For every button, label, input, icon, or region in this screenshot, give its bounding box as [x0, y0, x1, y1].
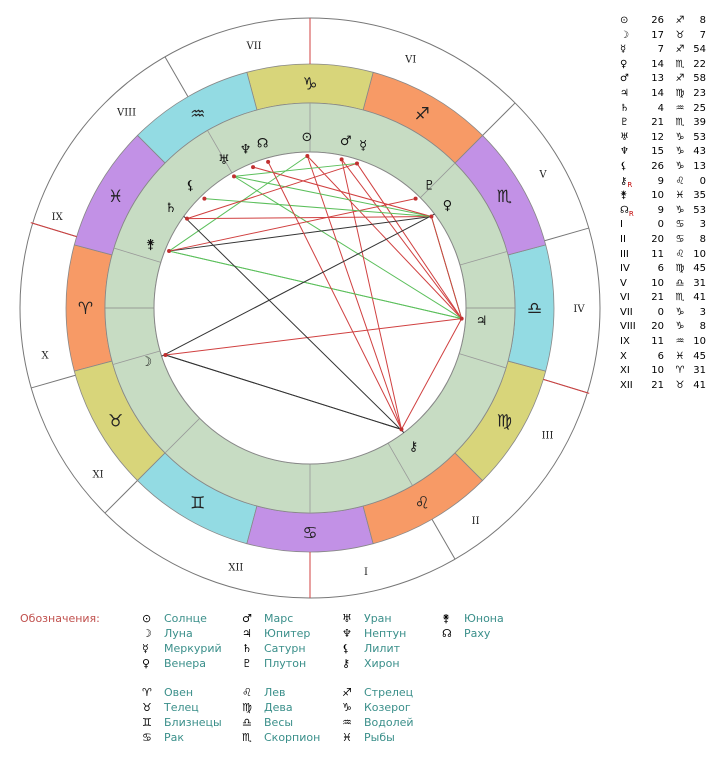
legend-item	[342, 731, 395, 744]
legend-name: Стрелец	[364, 686, 414, 699]
legend-item	[242, 612, 293, 625]
legend-glyph: ♏	[242, 731, 252, 744]
sign-glyph: ♊	[190, 493, 206, 514]
row-label: I	[620, 219, 623, 231]
row-sign: ♑	[675, 204, 685, 216]
legend-item	[342, 657, 400, 670]
row-degree: 11	[651, 248, 664, 260]
legend-glyph: ♌	[242, 686, 252, 699]
row-degree: 21	[651, 117, 664, 129]
sign-glyph: ♉	[107, 411, 124, 432]
row-degree: 7	[657, 44, 664, 56]
table-row	[620, 379, 720, 394]
row-label: ♀	[620, 58, 628, 70]
row-degree: 15	[651, 146, 664, 158]
row-label: ♆	[620, 146, 629, 158]
row-minutes: 25	[693, 102, 706, 114]
sign-glyph: ♓	[107, 186, 124, 207]
legend-glyph: ♑	[342, 701, 352, 714]
legend-item	[242, 731, 320, 744]
planet-dot	[251, 165, 255, 169]
sign-glyph: ♏	[496, 186, 513, 207]
table-row	[620, 131, 720, 146]
row-sign: ♑	[675, 146, 685, 158]
legend-name: Водолей	[364, 716, 414, 729]
legend-name: Дева	[264, 701, 293, 714]
legend-name: Скорпион	[264, 731, 321, 744]
row-sign: ♑	[675, 160, 685, 172]
table-row	[620, 218, 720, 233]
row-degree: 12	[651, 131, 664, 143]
planet-dot	[460, 317, 464, 321]
table-row	[620, 116, 720, 131]
row-degree: 21	[651, 292, 664, 304]
sign-glyph: ♈	[77, 299, 94, 319]
legend-glyph: ⚸	[342, 642, 351, 655]
planet-glyph: ☽	[140, 355, 153, 371]
row-minutes: 31	[693, 365, 706, 377]
table-row	[620, 248, 720, 263]
planet-glyph: ♀	[442, 198, 453, 214]
row-degree: 0	[657, 306, 664, 318]
legend-glyph: ♅	[342, 612, 352, 625]
legend-item	[342, 686, 413, 699]
row-label: ⚵	[620, 190, 628, 202]
sign-glyph: ♋	[302, 523, 318, 544]
legend-glyph: ♓	[342, 731, 352, 744]
row-sign: ♌	[675, 175, 685, 187]
legend-item	[142, 686, 193, 699]
row-label: III	[620, 248, 629, 260]
legend-glyph: ♊	[142, 716, 152, 729]
row-label: $⚷_R$	[620, 175, 633, 189]
row-degree: 13	[651, 73, 664, 85]
row-label: ♇	[620, 117, 629, 129]
legend-item	[442, 612, 504, 625]
planet-glyph: ⊙	[301, 130, 313, 146]
row-sign: ♋	[675, 219, 685, 231]
legend-title: Обозначения:	[20, 612, 100, 625]
legend-glyph: ♀	[142, 657, 151, 670]
table-row	[620, 145, 720, 160]
legend-name: Меркурий	[164, 642, 222, 655]
planet-dot	[305, 154, 309, 158]
row-label: ☿	[620, 44, 627, 56]
legend-name: Козерог	[364, 701, 411, 714]
retrograde-mark: R	[627, 180, 633, 189]
legend-name: Рыбы	[364, 731, 395, 744]
row-sign: ♐	[675, 15, 685, 26]
row-label: ♄	[620, 102, 629, 114]
row-sign: ♏	[675, 58, 685, 70]
table-row	[620, 29, 720, 44]
table-row	[620, 87, 720, 102]
row-label: V	[620, 277, 627, 289]
planet-dot	[355, 161, 359, 165]
legend-item	[142, 612, 207, 625]
row-minutes: 54	[693, 44, 706, 56]
legend-name: Венера	[164, 657, 206, 670]
row-minutes: 10	[693, 248, 706, 260]
sign-glyph: ♐	[414, 104, 430, 125]
table-row	[620, 189, 720, 204]
legend-item	[142, 627, 193, 640]
row-sign: ♌	[675, 248, 685, 260]
legend-name: Юнона	[464, 612, 504, 625]
legend-item	[342, 612, 392, 625]
row-sign: ♐	[675, 73, 685, 85]
legend-name: Хирон	[364, 657, 400, 670]
row-label: XII	[620, 379, 633, 391]
row-degree: 20	[651, 321, 664, 333]
row-degree: 4	[657, 102, 664, 114]
row-degree: 20	[651, 233, 664, 245]
planet-glyph: ⚵	[145, 237, 156, 253]
row-sign: ♑	[675, 306, 685, 318]
row-sign: ♏	[675, 117, 685, 129]
legend-item	[342, 716, 414, 729]
legend-name: Раху	[464, 627, 491, 640]
legend-glyph: ♂	[242, 612, 252, 625]
planet-dot	[163, 353, 167, 357]
row-label: IV	[620, 263, 630, 275]
legend-glyph: ♇	[242, 657, 252, 670]
row-degree: 10	[651, 365, 664, 377]
row-minutes: 8	[699, 321, 706, 333]
row-label: II	[620, 233, 626, 245]
row-minutes: 53	[693, 131, 706, 143]
row-label: VIII	[620, 321, 636, 333]
legend-glyph: ☿	[142, 642, 149, 655]
house-label: VI	[405, 54, 417, 66]
house-label: III	[541, 430, 554, 442]
row-minutes: 45	[693, 350, 706, 362]
row-degree: 9	[657, 175, 664, 187]
row-minutes: 0	[699, 175, 706, 187]
legend-item	[142, 731, 184, 744]
row-sign: ♍	[675, 263, 685, 275]
legend-name: Весы	[264, 716, 294, 729]
row-degree: 0	[657, 219, 664, 231]
row-label: ☽	[620, 29, 629, 41]
row-label: VII	[620, 306, 633, 318]
planet-glyph: ⚸	[185, 178, 196, 194]
planet-dot	[414, 197, 418, 201]
house-label: IX	[51, 211, 63, 223]
row-sign: ♏	[675, 292, 685, 304]
legend-glyph: ♃	[242, 627, 252, 640]
sign-glyph: ♌	[414, 493, 430, 514]
row-minutes: 13	[693, 160, 706, 172]
legend-item	[242, 716, 293, 729]
row-sign: ♎	[675, 277, 685, 289]
legend-name: Сатурн	[264, 642, 306, 655]
table-row	[620, 160, 720, 175]
row-label: ⊙	[620, 15, 629, 26]
row-label: ♅	[620, 131, 629, 143]
row-degree: 9	[657, 204, 664, 216]
row-label: XI	[620, 365, 630, 377]
row-sign: ♑	[675, 321, 685, 333]
legend-item	[142, 701, 199, 714]
planet-glyph: ♆	[239, 142, 252, 158]
table-row	[620, 277, 720, 292]
row-label: X	[620, 350, 627, 362]
row-degree: 26	[651, 160, 664, 172]
row-minutes: 53	[693, 204, 706, 216]
row-degree: 10	[651, 190, 664, 202]
house-label: X	[41, 350, 49, 362]
row-sign: ♒	[675, 102, 685, 114]
row-minutes: 22	[693, 58, 706, 70]
legend-glyph: ♆	[342, 627, 352, 640]
table-row	[620, 262, 720, 277]
legend-name: Марс	[264, 612, 294, 625]
row-minutes: 58	[693, 73, 706, 85]
legend-name: Телец	[164, 701, 199, 714]
legend-glyph: ♋	[142, 731, 152, 744]
row-minutes: 41	[693, 292, 706, 304]
row-minutes: 3	[699, 306, 706, 318]
planet-dot	[429, 215, 433, 219]
legend-glyph: ♉	[142, 701, 152, 714]
legend-name: Овен	[164, 686, 194, 699]
planet-dot	[399, 427, 403, 431]
legend-glyph: ♈	[142, 686, 152, 699]
row-minutes: 43	[693, 146, 706, 158]
table-row	[620, 364, 720, 379]
row-minutes: 31	[693, 277, 706, 289]
row-label: ⚸	[620, 160, 628, 172]
sign-glyph: ♒	[190, 104, 206, 125]
table-row	[620, 58, 720, 73]
row-minutes: 39	[693, 117, 706, 129]
row-degree: 26	[651, 15, 664, 26]
legend-item	[342, 627, 406, 640]
planet-dot	[340, 157, 344, 161]
legend-name: Юпитер	[264, 627, 311, 640]
inner-disc	[154, 152, 466, 464]
table-row	[620, 335, 720, 350]
planet-glyph: ♅	[218, 153, 230, 169]
legend-glyph: ☽	[142, 627, 152, 640]
table-row	[620, 350, 720, 365]
table-row	[620, 72, 720, 87]
row-sign: ♓	[675, 350, 685, 362]
row-minutes: 7	[699, 29, 706, 41]
sign-glyph: ♍	[496, 411, 513, 432]
planet-glyph: ☊	[256, 136, 269, 152]
planet-dot	[232, 174, 236, 178]
positions-table	[620, 14, 720, 393]
row-label: ♃	[620, 87, 629, 99]
sign-glyph: ♑	[302, 74, 318, 95]
planet-glyph: ⚷	[408, 439, 419, 455]
row-minutes: 8	[699, 15, 706, 26]
legend-glyph: ♒	[342, 716, 352, 729]
row-sign: ♉	[675, 29, 685, 41]
planet-glyph: ♇	[423, 178, 436, 194]
table-row	[620, 291, 720, 306]
legend-name: Уран	[364, 612, 392, 625]
house-label: XI	[92, 469, 104, 481]
table-row	[620, 43, 720, 58]
row-minutes: 23	[693, 87, 706, 99]
planet-glyph: ♄	[165, 200, 177, 216]
row-minutes: 10	[693, 336, 706, 348]
row-sign: ♋	[675, 233, 685, 245]
legend-name: Плутон	[264, 657, 307, 670]
legend-item	[342, 642, 400, 655]
legend-glyph: ♐	[342, 686, 352, 699]
row-degree: 21	[651, 379, 664, 391]
legend-glyph: ⚵	[442, 612, 451, 625]
row-degree: 10	[651, 277, 664, 289]
row-minutes: 35	[693, 190, 706, 202]
legend-item	[342, 701, 411, 714]
legend-name: Солнце	[164, 612, 207, 625]
legend-glyph: ♄	[242, 642, 252, 655]
legend-glyph: ⚷	[342, 657, 351, 670]
legend-name: Нептун	[364, 627, 407, 640]
row-sign: ♑	[675, 131, 685, 143]
table-row	[620, 102, 720, 117]
legend-glyph: ♍	[242, 701, 252, 714]
legend-item	[242, 686, 286, 699]
row-degree: 6	[657, 263, 664, 275]
row-degree: 11	[651, 336, 664, 348]
row-label: IX	[620, 336, 630, 348]
row-sign: ♒	[675, 336, 685, 348]
row-label: VI	[620, 292, 630, 304]
legend-name: Близнецы	[164, 716, 222, 729]
legend-name: Лев	[264, 686, 286, 699]
row-minutes: 41	[693, 379, 706, 391]
legend-glyph: ⊙	[142, 612, 152, 625]
row-degree: 17	[651, 29, 664, 41]
house-label: V	[539, 169, 547, 181]
legend-item	[242, 642, 306, 655]
house-label: I	[363, 567, 368, 579]
planet-dot	[202, 197, 206, 201]
table-row	[620, 233, 720, 248]
house-label: VIII	[117, 107, 137, 119]
house-label: II	[471, 515, 480, 527]
row-label: $☊_R$	[620, 204, 634, 218]
house-label: VII	[246, 40, 262, 52]
planet-dot	[266, 160, 270, 164]
legend-name: Луна	[164, 627, 193, 640]
planet-dot	[167, 249, 171, 253]
table-row	[620, 14, 720, 29]
legend-name: Лилит	[364, 642, 401, 655]
table-row	[620, 306, 720, 321]
legend-item	[242, 627, 310, 640]
planet-dot	[185, 217, 189, 221]
legend-glyph: ♎	[242, 716, 252, 729]
legend-item	[242, 701, 293, 714]
row-degree: 6	[657, 350, 664, 362]
legend-item	[442, 627, 490, 640]
row-sign: ♐	[675, 44, 685, 56]
row-sign: ♍	[675, 87, 685, 99]
row-label: ♂	[620, 73, 629, 85]
legend-item	[142, 716, 222, 729]
sign-glyph: ♎	[526, 299, 543, 319]
row-minutes: 3	[699, 219, 706, 231]
row-sign: ♉	[675, 379, 685, 391]
legend-item	[142, 642, 222, 655]
legend-item	[142, 657, 206, 670]
planet-glyph: ☿	[359, 138, 368, 154]
row-minutes: 45	[693, 263, 706, 275]
row-minutes: 8	[699, 233, 706, 245]
retrograde-mark: R	[628, 209, 634, 218]
table-row	[620, 204, 720, 219]
table-row	[620, 320, 720, 335]
table-row	[620, 175, 720, 190]
legend-name: Рак	[164, 731, 185, 744]
row-degree: 14	[651, 58, 664, 70]
row-degree: 14	[651, 87, 664, 99]
house-label: IV	[573, 304, 585, 315]
house-label: XII	[228, 562, 244, 574]
planet-glyph: ♃	[475, 313, 488, 329]
legend-item	[242, 657, 306, 670]
planet-glyph: ♂	[339, 133, 352, 149]
row-sign: ♈	[675, 365, 685, 377]
legend-glyph: ☊	[442, 627, 452, 640]
row-sign: ♓	[675, 190, 685, 202]
